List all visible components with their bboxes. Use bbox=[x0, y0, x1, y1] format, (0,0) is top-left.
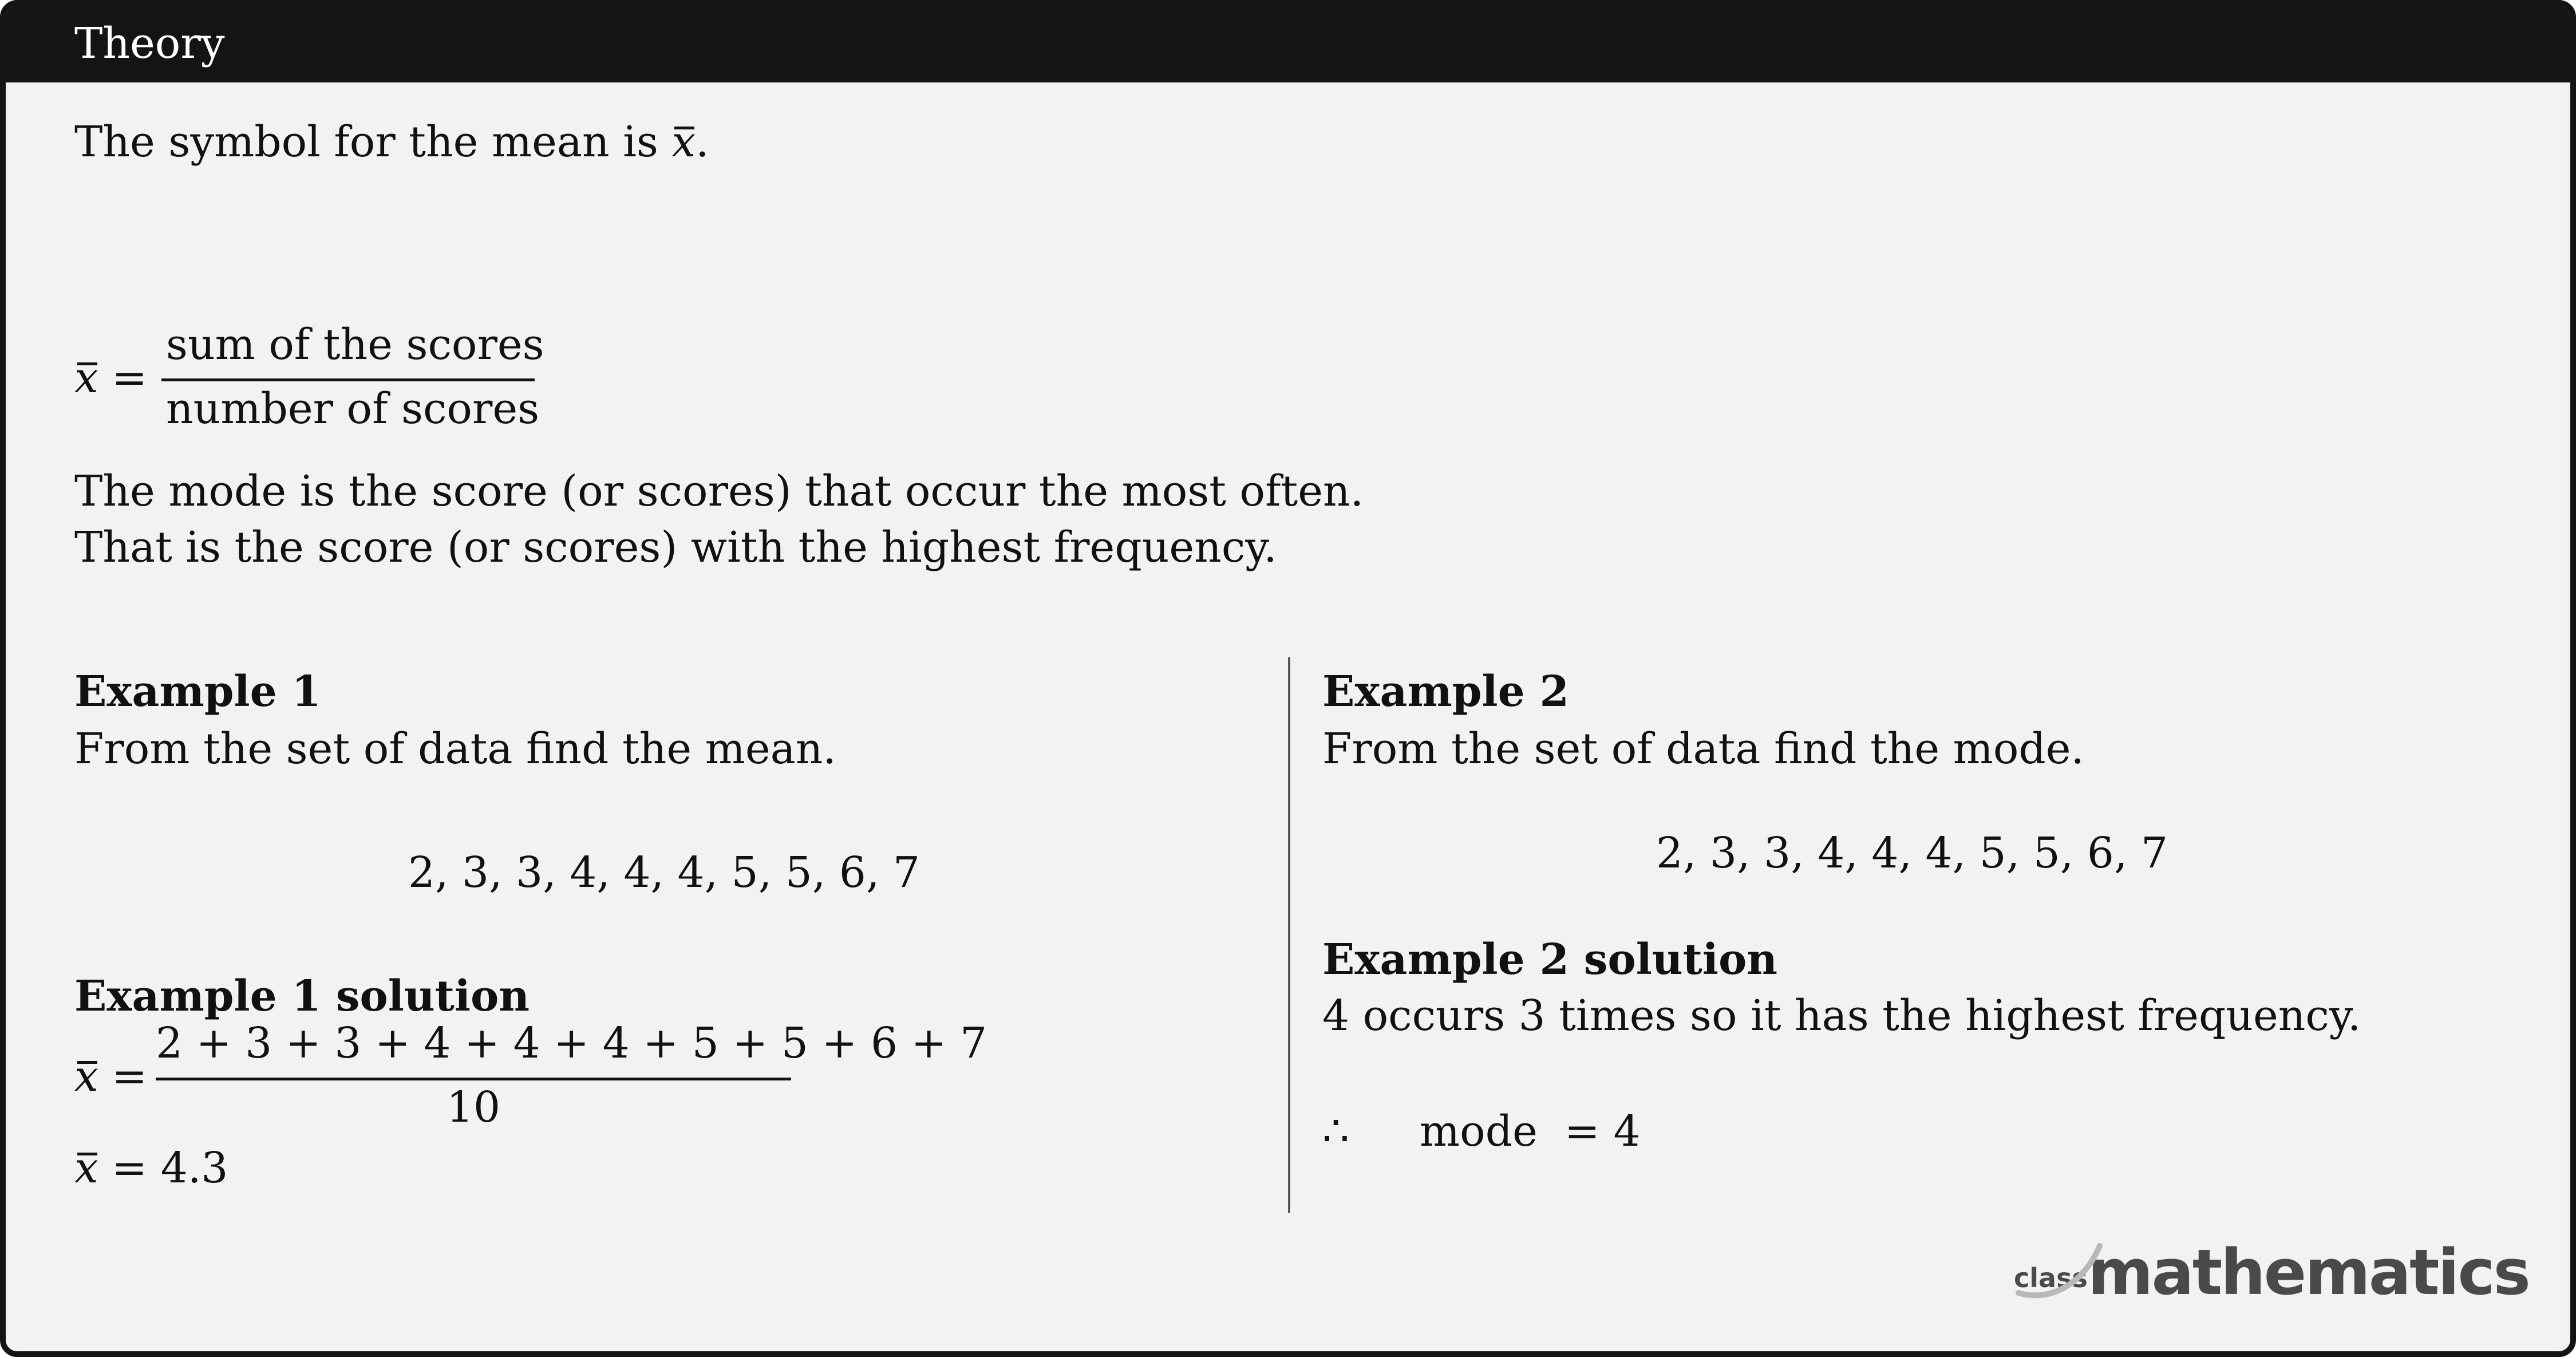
sentence-period: . bbox=[696, 117, 709, 167]
example1-prompt: From the set of data find the mean. bbox=[74, 724, 836, 774]
mode-definition-line1: The mode is the score (or scores) that occur the most often. bbox=[74, 467, 1364, 516]
example1-result-value: = 4.3 bbox=[112, 1143, 228, 1193]
x-bar-symbol: x bbox=[74, 1141, 98, 1196]
example2-data: 2, 3, 3, 4, 4, 4, 5, 5, 6, 7 bbox=[1656, 829, 2168, 878]
logo-name: mathematics bbox=[2087, 1236, 2530, 1309]
example2-answer: mode = 4 bbox=[1420, 1107, 1641, 1156]
mode-definition-line2: That is the score (or scores) with the highest frequency. bbox=[74, 523, 1277, 572]
logo-swoosh-icon bbox=[2014, 1229, 2140, 1303]
formula-lhs bbox=[74, 350, 147, 405]
therefore-symbol: ∴ bbox=[1322, 1107, 1350, 1156]
formula-equals: = bbox=[112, 353, 148, 403]
header-bar bbox=[6, 6, 2570, 82]
example2-prompt: From the set of data find the mode. bbox=[1322, 724, 2085, 774]
example1-data: 2, 3, 3, 4, 4, 4, 5, 5, 6, 7 bbox=[408, 848, 920, 897]
example1-title: Example 1 bbox=[74, 667, 321, 716]
x-bar-symbol: x bbox=[74, 350, 98, 405]
x-bar-symbol: x bbox=[671, 115, 696, 169]
example2-title: Example 2 bbox=[1322, 667, 1569, 716]
formula-numerator: sum of the scores bbox=[166, 320, 544, 369]
logo-prefix: class bbox=[2014, 1263, 2088, 1293]
x-bar-symbol: x bbox=[74, 1049, 98, 1104]
example2-solution-text: 4 occurs 3 times so it has the highest frequency. bbox=[1322, 991, 2361, 1040]
example1-solution-numerator: 2 + 3 + 3 + 4 + 4 + 4 + 5 + 5 + 6 + 7 bbox=[156, 1019, 987, 1068]
header-title: Theory bbox=[74, 19, 225, 68]
column-divider bbox=[1288, 657, 1290, 1213]
mean-symbol-text: The symbol for the mean is bbox=[74, 117, 658, 167]
class-mathematics-logo bbox=[2014, 1236, 2529, 1309]
formula-denominator: number of scores bbox=[166, 384, 540, 433]
example1-result bbox=[74, 1141, 228, 1196]
solution-equals: = bbox=[112, 1052, 148, 1101]
example1-solution-lhs bbox=[74, 1049, 147, 1104]
example1-solution-title: Example 1 solution bbox=[74, 972, 530, 1021]
example1-solution-denominator: 10 bbox=[446, 1083, 501, 1132]
mean-symbol-sentence bbox=[74, 115, 709, 169]
example2-solution-title: Example 2 solution bbox=[1322, 935, 1778, 984]
